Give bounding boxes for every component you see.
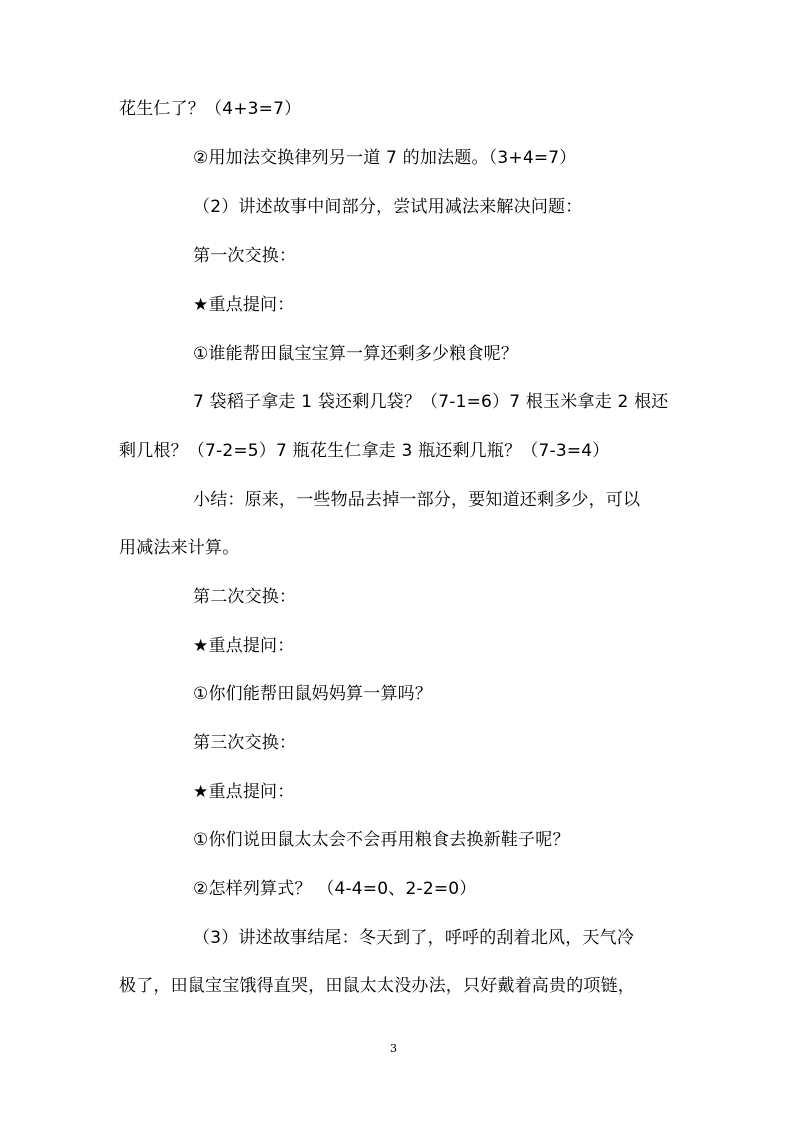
text-line: ★重点提问： <box>193 295 295 315</box>
text-line: ①谁能帮田鼠宝宝算一算还剩多少粮食呢？ <box>193 344 519 364</box>
text-line: 7 袋稻子拿走 1 袋还剩几袋？（7-1=6）7 根玉米拿走 2 根还 <box>193 392 669 412</box>
text-line: 极了，田鼠宝宝饿得直哭，田鼠太太没办法，只好戴着高贵的项链， <box>119 976 635 996</box>
text-line: （3）讲述故事结尾：冬天到了，呼呼的刮着北风，天气冷 <box>193 928 635 948</box>
text-line: 第一次交换： <box>193 246 297 266</box>
text-line: （2）讲述故事中间部分，尝试用减法来解决问题： <box>193 197 583 217</box>
text-line: 第三次交换： <box>193 733 297 753</box>
text-line: ★重点提问： <box>193 636 295 656</box>
text-line: 剩几根？（7-2=5）7 瓶花生仁拿走 3 瓶还剩几瓶？（7-3=4） <box>119 441 610 461</box>
text-line: ①你们能帮田鼠妈妈算一算吗？ <box>193 684 433 704</box>
text-line: ②用加法交换律列另一道 7 的加法题。（3+4=7） <box>193 148 577 168</box>
text-line: ★重点提问： <box>193 782 295 802</box>
text-line: 花生仁了？（4+3=7） <box>119 99 302 119</box>
text-line: 第二次交换： <box>193 587 297 607</box>
page-number: 3 <box>390 1042 397 1055</box>
text-line: ②怎样列算式？ （4-4=0、2-2=0） <box>193 879 477 899</box>
text-line: ①你们说田鼠太太会不会再用粮食去换新鞋子呢？ <box>193 830 570 850</box>
text-line: 小结：原来，一些物品去掉一部分，要知道还剩多少，可以 <box>193 490 641 510</box>
text-line: 用减法来计算。 <box>119 538 240 558</box>
